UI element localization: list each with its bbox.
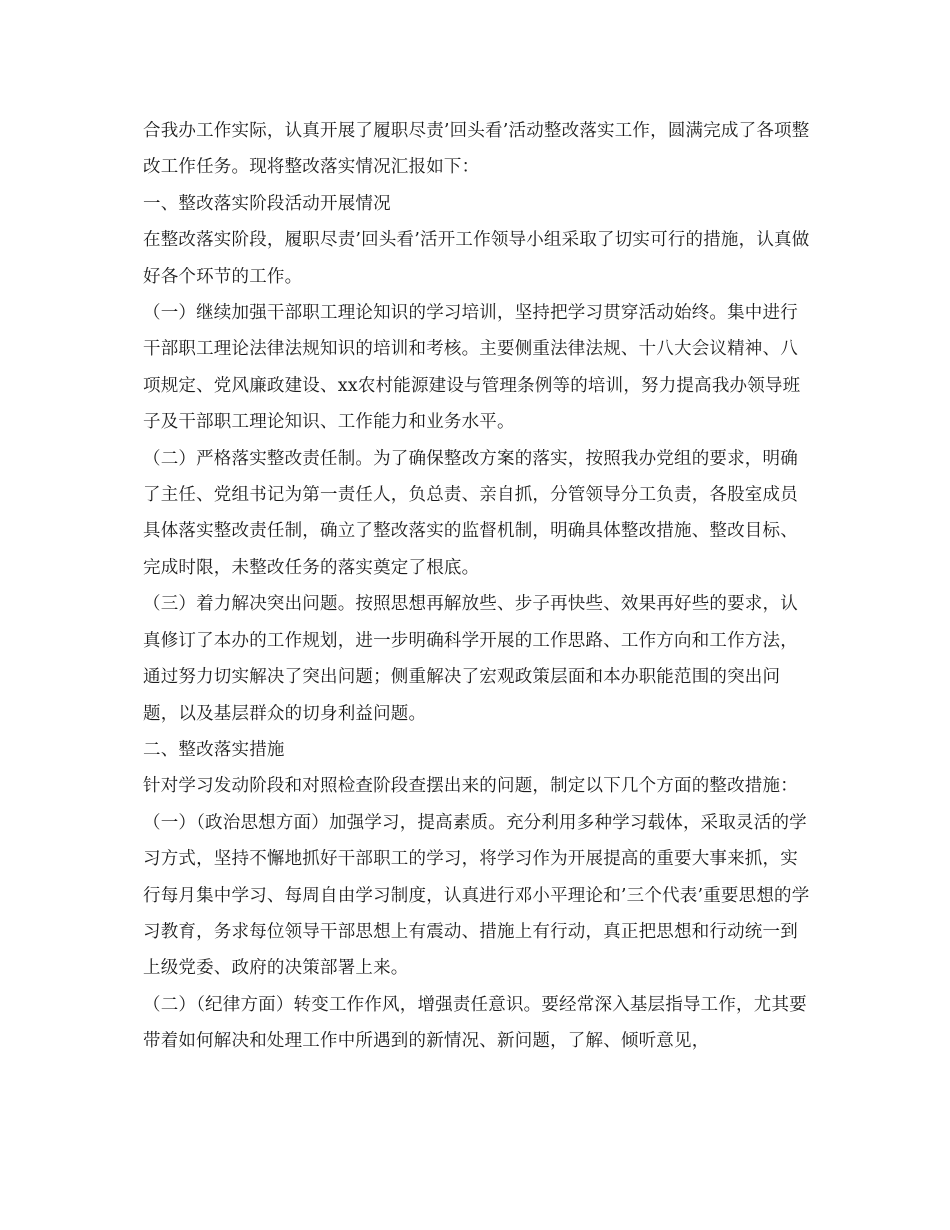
paragraph-intro: 合我办工作实际，认真开展了履职尽责’回头看’活动整改落实工作，圆满完成了各项整改工作任务。现将整改落实情况汇报如下： [143,121,810,178]
paragraph-item-2-2: （二）（纪律方面）转变工作作风，增强责任意识。要经常深入基层指导工作，尤其要带着如何解决和处理工作中所遇到的新情况、新问题，了解、倾听意见， [143,994,807,1052]
document-body [143,113,813,1060]
heading-section-1: 一、整改落实阶段活动开展情况 [143,193,391,214]
paragraph-section-2-intro: 针对学习发动阶段和对照检查阶段查摆出来的问题，制定以下几个方面的整改措施： [143,776,798,797]
heading-section-2: 二、整改落实措施 [143,739,285,760]
paragraph-item-1-2: （二）严格落实整改责任制。为了确保整改方案的落实，按照我办党组的要求，明确了主任、党组书记为第一责任人，负总责、亲自抓，分管领导分工负责，各股室成员具体落实整改责任制，确立了整改落实的监督机制，明确具体整改措施、整改目标、完成时限，未整改任务的落实奠定了根底。 [143,448,798,578]
paragraph-item-1-3: （三）着力解决突出问题。按照思想再解放些、步子再快些、效果再好些的要求，认真修订了本办的工作规划，进一步明确科学开展的工作思路、工作方向和工作方法，通过努力切实解决了突出问题；侧重解决了宏观政策层面和本办职能范围的突出问题，以及基层群众的切身利益问题。 [143,594,798,724]
paragraph-item-2-1: （一）（政治思想方面）加强学习，提高素质。充分利用多种学习载体，采取灵活的学习方式，坚持不懈地抓好干部职工的学习，将学习作为开展提高的重要大事来抓，实行每月集中学习、每周自由学习制度，认真进行邓小平理论和’三个代表’重要思想的学习教育，务求每位领导干部思想上有震动、措施上有行动，真正把思想和行动统一到上级党委、政府的决策部署上来。 [143,812,810,979]
paragraph-section-1-intro: 在整改落实阶段，履职尽责’回头看’活开工作领导小组采取了切实可行的措施，认真做好各个环节的工作。 [143,230,810,287]
paragraph-item-1-1: （一）继续加强干部职工理论知识的学习培训，坚持把学习贯穿活动始终。集中进行干部职工理论法律法规知识的培训和考核。主要侧重法律法规、十八大会议精神、八项规定、党风廉政建设、xx农村能源建设与管理条例等的培训，努力提高我办领导班子及干部职工理论知识、工作能力和业务水平。 [143,303,801,433]
